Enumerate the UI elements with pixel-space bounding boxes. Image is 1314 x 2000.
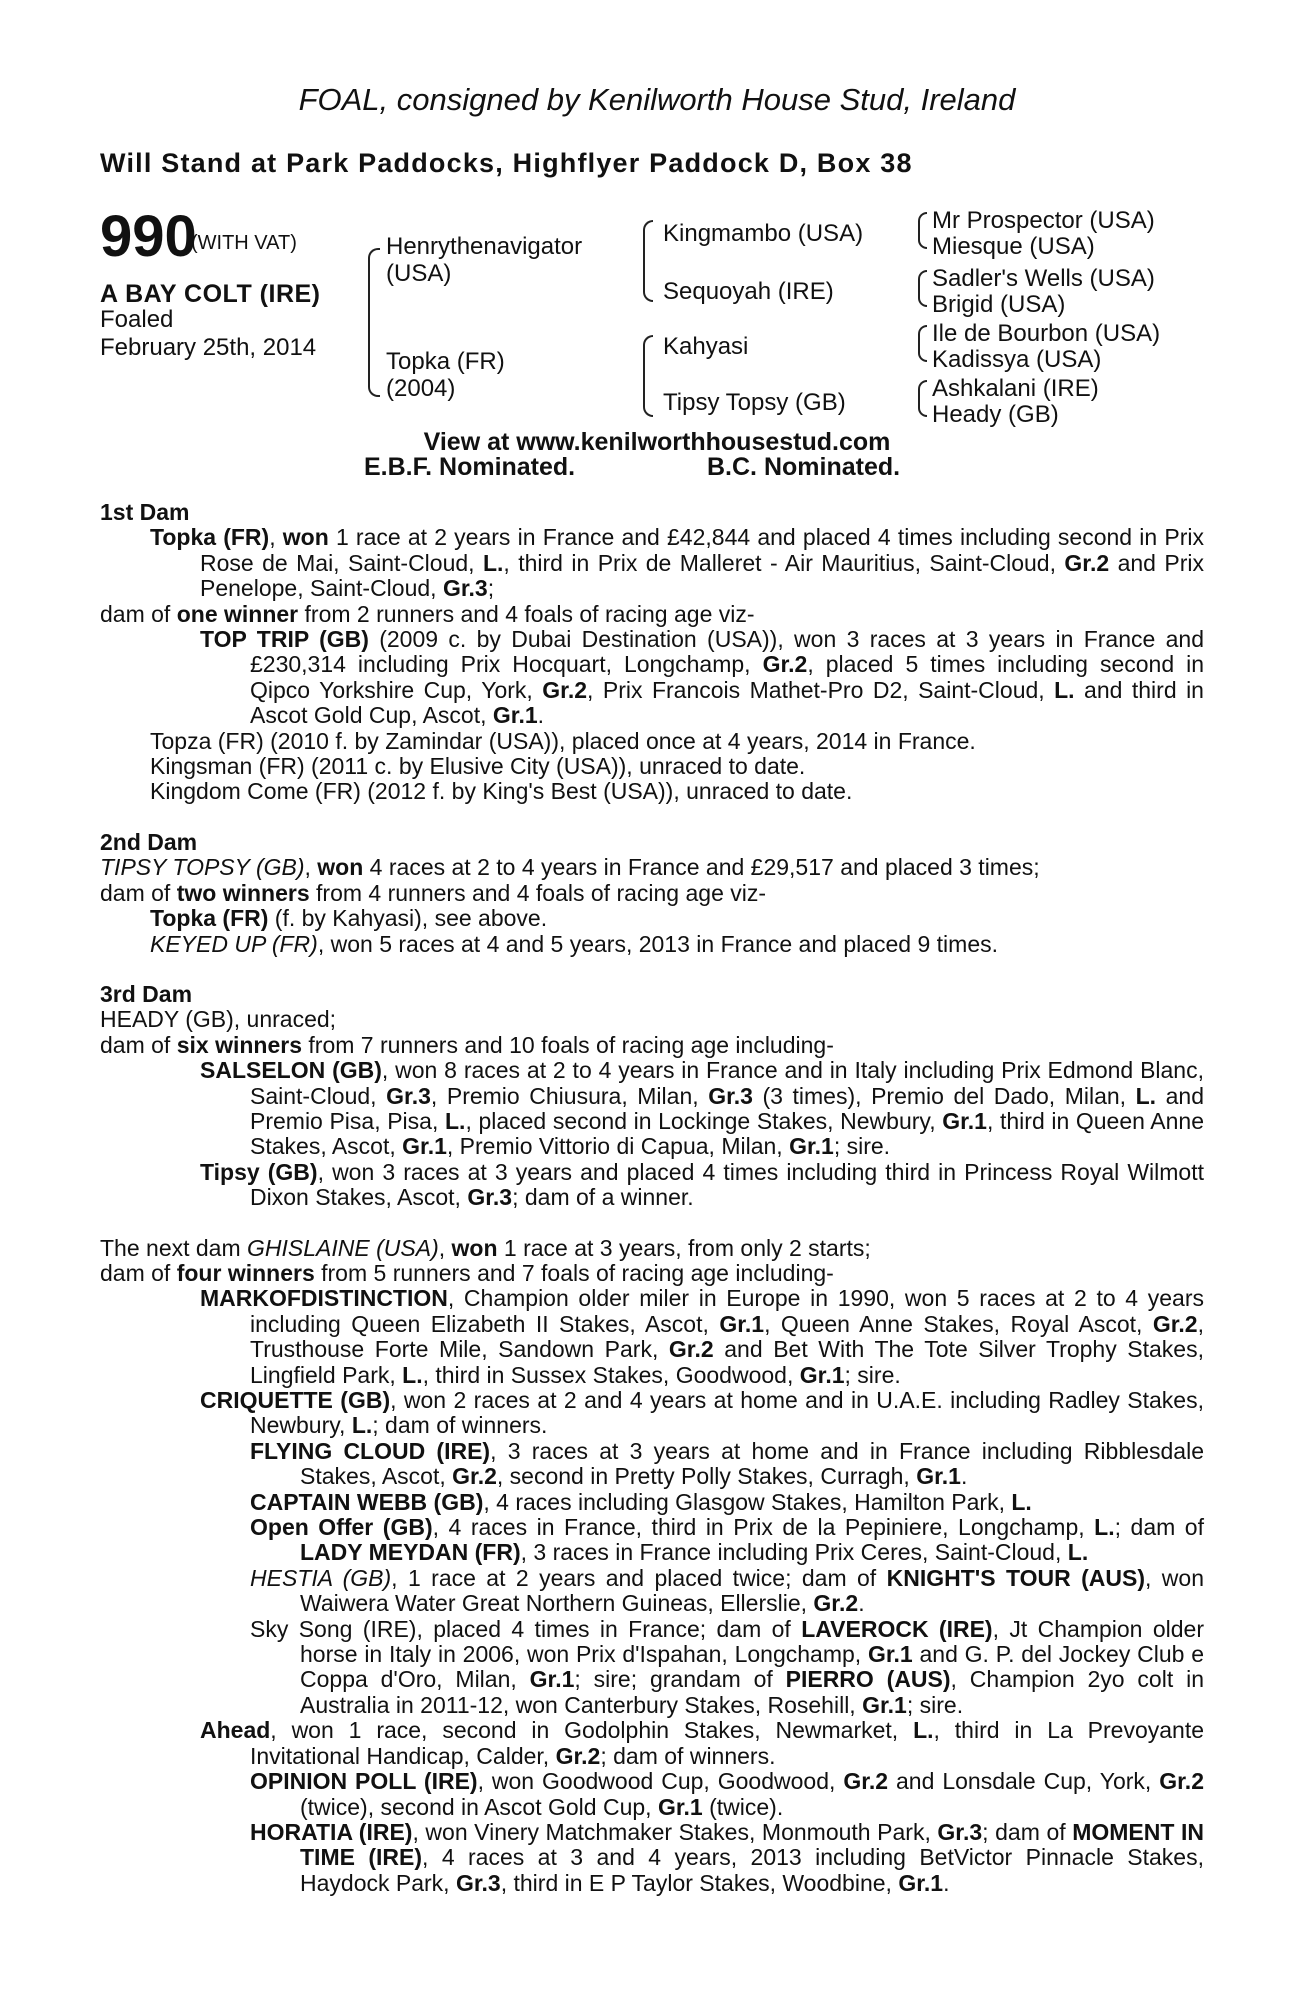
first-dam-para: Topka (FR), won 1 race at 2 years in France and £42,844 and placed 4 times including second in Prix Rose de Mai, Saint-Cloud, L., third in Prix de Malleret - Air Mauritius, Saint-Cloud, Gr.2 and Prix Penelope, Saint-Cloud, Gr.3; [150,524,1204,602]
third-dam-para: HEADY (GB), unraced; [100,1006,337,1033]
next-dam-summary: dam of four winners from 5 runners and 7 foals of racing age including- [100,1259,834,1286]
pedigree-g2-4: Tipsy Topsy (GB) [663,389,846,416]
pedigree-g3-4: Brigid (USA) [932,291,1066,318]
third-dam-heading: 3rd Dam [100,980,193,1007]
pedigree-g2-1: Kingmambo (USA) [663,220,864,247]
grand-produce: HESTIA (GB), 1 race at 2 years and placed twice; dam of KNIGHT'S TOUR (AUS), won Waiwera Water Great Northern Guineas, Ellerslie, Gr.2. [250,1564,1205,1617]
second-dam-heading: 2nd Dam [100,828,198,855]
pedigree-g3-3: Sadler's Wells (USA) [932,265,1155,292]
second-dam-produce: Topka (FR) (f. by Kahyasi), see above. [150,905,548,932]
stabling-line: Will Stand at Park Paddocks, Highflyer Paddock D, Box 38 [100,148,913,178]
pedigree-brace-g3c [918,325,927,362]
first-dam-produce: TOP TRIP (GB) (2009 c. by Dubai Destination (USA)), won 3 races at 3 years in France and £230,314 including Prix Hocquart, Longchamp, Gr.2, placed 5 times including second in Qipco Yorkshire Cup, York, Gr.2, Prix Francois Mathet-Pro D2, Saint-Cloud, L. and third in Ascot Gold Cup, Ascot, Gr.1. [200,626,1204,729]
pedigree-g3-1: Mr Prospector (USA) [932,207,1155,234]
bc-nominated: B.C. Nominated. [707,453,901,481]
third-dam-produce: SALSELON (GB), won 8 races at 2 to 4 years in France and in Italy including Prix Edmond Blanc, Saint-Cloud, Gr.3, Premio Chiusura, Milan, Gr.3 (3 times), Premio del Dado, Milan, L. and Premio Pisa, Pisa, L., placed second in Lockinge Stakes, Newbury, Gr.1, third in Queen Anne Stakes, Ascot, Gr.1, Premio Vittorio di Capua, Milan, Gr.1; sire. [200,1057,1204,1160]
vat-label: (WITH VAT) [191,232,297,254]
lot-number: 990 [100,204,197,269]
ebf-nominated: E.B.F. Nominated. [364,453,576,481]
second-dam-para: TIPSY TOPSY (GB), won 4 races at 2 to 4 years in France and £29,517 and placed 3 times; [100,854,1040,881]
pedigree-g2-3: Kahyasi [663,333,749,360]
grand-produce: CAPTAIN WEBB (GB), 4 races including Glasgow Stakes, Hamilton Park, L. [250,1488,1032,1515]
first-dam-produce: Topza (FR) (2010 f. by Zamindar (USA)), placed once at 4 years, 2014 in France. [150,727,976,754]
next-dam-produce: Ahead, won 1 race, second in Godolphin Stakes, Newmarket, L., third in La Prevoyante Invitational Handicap, Calder, Gr.2; dam of winners. [200,1717,1205,1769]
pedigree-brace-g3d [918,380,927,417]
next-dam-produce: CRIQUETTE (GB), won 2 races at 2 and 4 years at home and in U.A.E. including Radley Stakes, Newbury, L.; dam of winners. [200,1387,1204,1439]
produce-record [100,500,1204,1896]
pedigree-sire: Henrythenavigator (USA) [386,233,583,287]
second-dam-produce: KEYED UP (FR), won 5 races at 4 and 5 years, 2013 in France and placed 9 times. [150,930,999,957]
pedigree-g3-8: Heady (GB) [932,401,1059,428]
pedigree-g3-2: Miesque (USA) [932,233,1095,260]
pedigree-g3-7: Ashkalani (IRE) [932,375,1099,402]
pedigree-brace-sire [643,220,653,302]
pedigree-g3-6: Kadissya (USA) [932,346,1102,373]
grand-produce: Open Offer (GB), 4 races in France, third in Prix de la Pepiniere, Longchamp, L.; dam of LADY MEYDAN (FR), 3 races in France including Prix Ceres, Saint-Cloud, L. [250,1514,1204,1566]
first-dam-summary: dam of one winner from 2 runners and 4 foals of racing age viz- [100,600,755,627]
pedigree-dam: Topka (FR) (2004) [386,348,505,402]
first-dam-produce: Kingsman (FR) (2011 c. by Elusive City (USA)), unraced to date. [150,753,806,780]
first-dam-heading: 1st Dam [100,499,190,525]
pedigree-brace-main [368,248,380,397]
grand-produce: Sky Song (IRE), placed 4 times in France; dam of LAVEROCK (IRE), Jt Champion older horse in Italy in 2006, won Prix d'Ispahan, Longchamp, Gr.1 and G. P. del Jockey Club e Coppa d'Oro, Milan, Gr.1; sire; grandam of PIERRO (AUS), Champion 2yo colt in Australia in 2011-12, won Canterbury Stakes, Rosehill, Gr.1; sire. [250,1615,1204,1718]
grand-produce: HORATIA (IRE), won Vinery Matchmaker Stakes, Monmouth Park, Gr.3; dam of MOMENT IN TIME (IRE), 4 races at 3 and 4 years, 2013 including BetVictor Pinnacle Stakes, Haydock Park, Gr.3, third in E P Taylor Stakes, Woodbine, Gr.1. [250,1818,1204,1896]
first-dam-produce: Kingdom Come (FR) (2012 f. by King's Best (USA)), unraced to date. [150,778,853,805]
website-line: View at www.kenilworthhousestud.com [423,428,891,456]
lot-title: A BAY COLT (IRE) [100,280,321,308]
grand-produce: FLYING CLOUD (IRE), 3 races at 3 years at home and in France including Ribblesdale Stakes, Ascot, Gr.2, second in Pretty Polly Stakes, Curragh, Gr.1. [250,1437,1204,1490]
pedigree-g3-5: Ile de Bourbon (USA) [932,320,1161,347]
pedigree-brace-g3b [918,270,927,307]
third-dam-produce: Tipsy (GB), won 3 races at 3 years and placed 4 times including third in Princess Royal Wilmott Dixon Stakes, Ascot, Gr.3; dam of a winner. [200,1158,1204,1211]
third-dam-summary: dam of six winners from 7 runners and 10 foals of racing age including- [100,1031,834,1058]
pedigree-brace-g3a [918,212,927,249]
next-dam-para: The next dam GHISLAINE (USA), won 1 race at 3 years, from only 2 starts; [100,1234,871,1261]
foaled-date: February 25th, 2014 [100,334,317,361]
next-dam-produce: MARKOFDISTINCTION, Champion older miler in Europe in 1990, won 5 races at 2 to 4 years including Queen Elizabeth II Stakes, Ascot, Gr.1, Queen Anne Stakes, Royal Ascot, Gr.2, Trusthouse Forte Mile, Sandown Park, Gr.2 and Bet With The Tote Silver Trophy Stakes, Lingfield Park, L., third in Sussex Stakes, Goodwood, Gr.1; sire. [200,1285,1204,1388]
grand-produce: OPINION POLL (IRE), won Goodwood Cup, Goodwood, Gr.2 and Lonsdale Cup, York, Gr.2 (twice), second in Ascot Gold Cup, Gr.1 (twice). [250,1768,1204,1820]
pedigree-g2-2: Sequoyah (IRE) [663,278,834,305]
second-dam-summary: dam of two winners from 4 runners and 4 foals of racing age viz- [100,879,767,906]
consignor-line: FOAL, consigned by Kenilworth House Stud, Ireland [298,82,1016,117]
foaled-label: Foaled [100,306,174,333]
pedigree-brace-dam [643,335,653,417]
